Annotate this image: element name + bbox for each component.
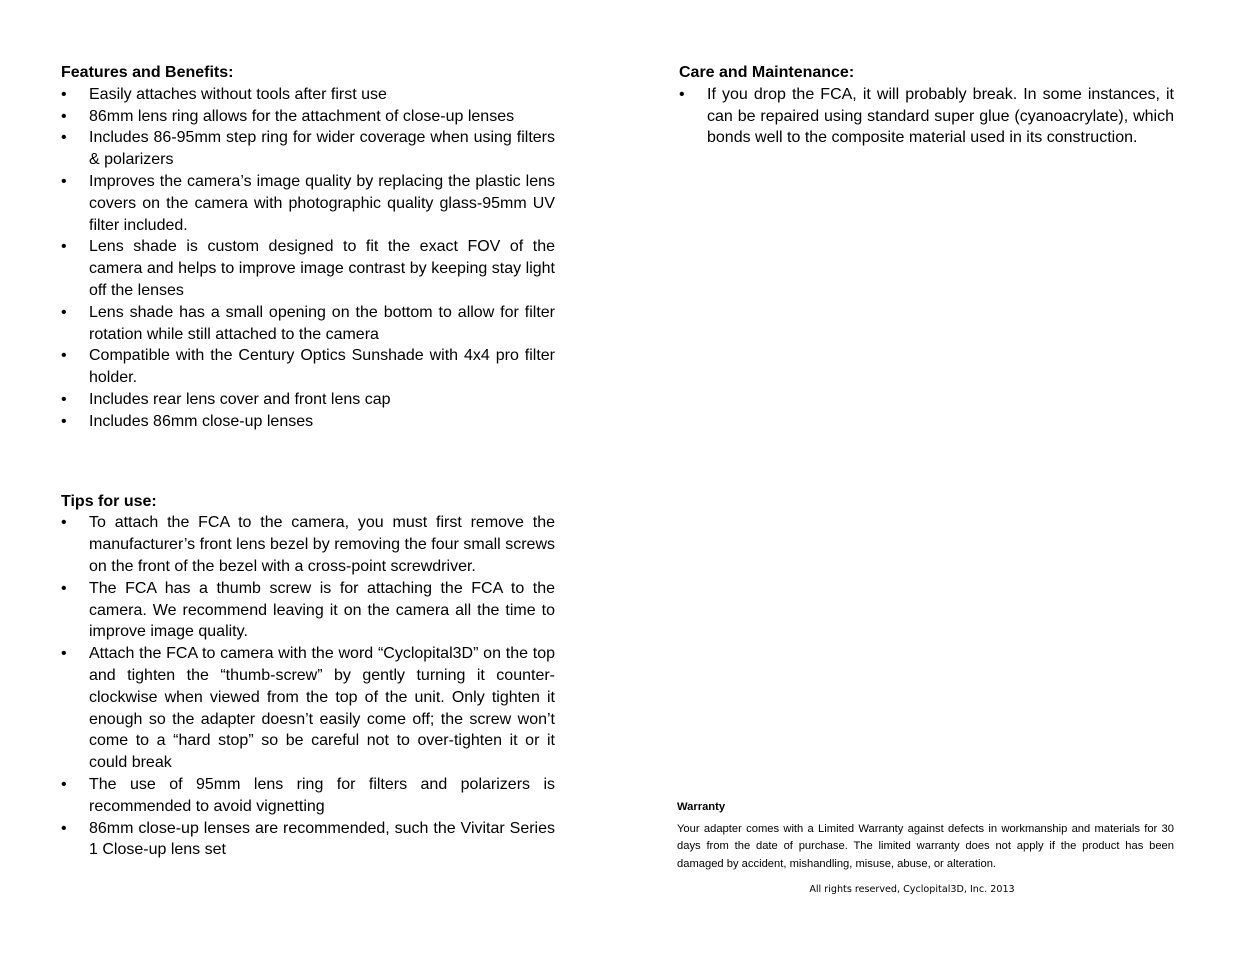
list-item: [61, 302, 555, 346]
tips-list: [61, 512, 555, 861]
list-item: [61, 512, 555, 577]
list-item-text: Includes 86-95mm step ring for wider coverage when using filters & polarizers: [89, 129, 555, 169]
bullet-icon: •: [61, 238, 67, 256]
warranty-title: Warranty: [677, 801, 726, 813]
bullet-icon: •: [61, 819, 67, 837]
list-item: [679, 84, 1174, 149]
bullet-icon: •: [61, 579, 67, 597]
list-item-text: If you drop the FCA, it will probably break. In some instances, it can be repaired using standard super glue (cyanoacrylate), which bonds well to the composite material used in its construction.: [707, 85, 1174, 147]
care-list: [679, 84, 1174, 149]
tips-heading: Tips for use:: [61, 492, 157, 510]
list-item-text: The use of 95mm lens ring for filters and polarizers is recommended to avoid vignetting: [89, 775, 555, 815]
list-item: [61, 774, 555, 818]
bullet-icon: •: [61, 412, 67, 430]
left-column: [61, 62, 555, 861]
bullet-icon: •: [679, 85, 685, 103]
bullet-icon: •: [61, 107, 67, 125]
list-item-text: Attach the FCA to camera with the word “Cyclopital3D” on the top and tighten the “thumb-screw” by gently turning it counter-clockwise when viewed from the top of the unit. Only tighten it enough so the adapter doesn’t easily come off; the screw won’t come to a “hard stop” so be careful not to over-tighten it or it could break: [89, 645, 555, 772]
bullet-icon: •: [61, 645, 67, 663]
list-item: [61, 236, 555, 301]
list-item-text: The FCA has a thumb screw is for attaching the FCA to the camera. We recommend leaving it on the camera all the time to improve image quality.: [89, 579, 555, 641]
bullet-icon: •: [61, 347, 67, 365]
list-item: [61, 389, 555, 411]
features-heading: Features and Benefits:: [61, 64, 234, 81]
copyright-footer: All rights reserved, Cyclopital3D, Inc. 2013: [809, 884, 1015, 895]
list-item-text: Lens shade is custom designed to fit the exact FOV of the camera and helps to improve image contrast by keeping stay light off the lenses: [89, 238, 555, 299]
list-item: [61, 818, 555, 862]
care-heading: Care and Maintenance:: [679, 64, 855, 81]
bullet-icon: •: [61, 129, 67, 147]
list-item: [61, 127, 555, 171]
list-item-text: To attach the FCA to the camera, you must first remove the manufacturer’s front lens bezel by removing the four small screws on the front of the bezel with a cross-point screwdriver.: [89, 514, 555, 575]
list-item: [61, 106, 555, 128]
list-item-text: Includes rear lens cover and front lens cap: [89, 390, 391, 408]
warranty-text: Your adapter comes with a Limited Warranty against defects in workmanship and materials for 30 days from the date of purchase. The limited warranty does not apply if the product has been damaged by accident, mishandling, misuse, abuse, or alteration.: [677, 823, 1174, 870]
list-item-text: 86mm lens ring allows for the attachment of close-up lenses: [89, 107, 515, 125]
right-column: [679, 62, 1174, 149]
list-item: [61, 411, 555, 433]
bullet-icon: •: [61, 390, 67, 408]
bullet-icon: •: [61, 775, 67, 793]
list-item-text: Compatible with the Century Optics Sunshade with 4x4 pro filter holder.: [89, 347, 555, 387]
section-gap: [61, 433, 555, 491]
warranty-section: [677, 799, 1174, 873]
list-item-text: Includes 86mm close-up lenses: [89, 412, 314, 430]
features-list: [61, 84, 555, 433]
bullet-icon: •: [61, 303, 67, 321]
list-item: [61, 578, 555, 643]
list-item-text: 86mm close-up lenses are recommended, such the Vivitar Series 1 Close-up lens set: [89, 819, 555, 859]
bullet-icon: •: [61, 85, 67, 103]
list-item-text: Improves the camera’s image quality by replacing the plastic lens covers on the camera with photographic quality glass-95mm UV filter included.: [89, 172, 555, 234]
list-item-text: Easily attaches without tools after first use: [89, 85, 387, 103]
list-item-text: Lens shade has a small opening on the bottom to allow for filter rotation while still attached to the camera: [89, 303, 555, 343]
bullet-icon: •: [61, 172, 67, 190]
bullet-icon: •: [61, 514, 67, 532]
list-item: [61, 345, 555, 389]
list-item: [61, 171, 555, 236]
list-item: [61, 84, 555, 106]
list-item: [61, 643, 555, 774]
